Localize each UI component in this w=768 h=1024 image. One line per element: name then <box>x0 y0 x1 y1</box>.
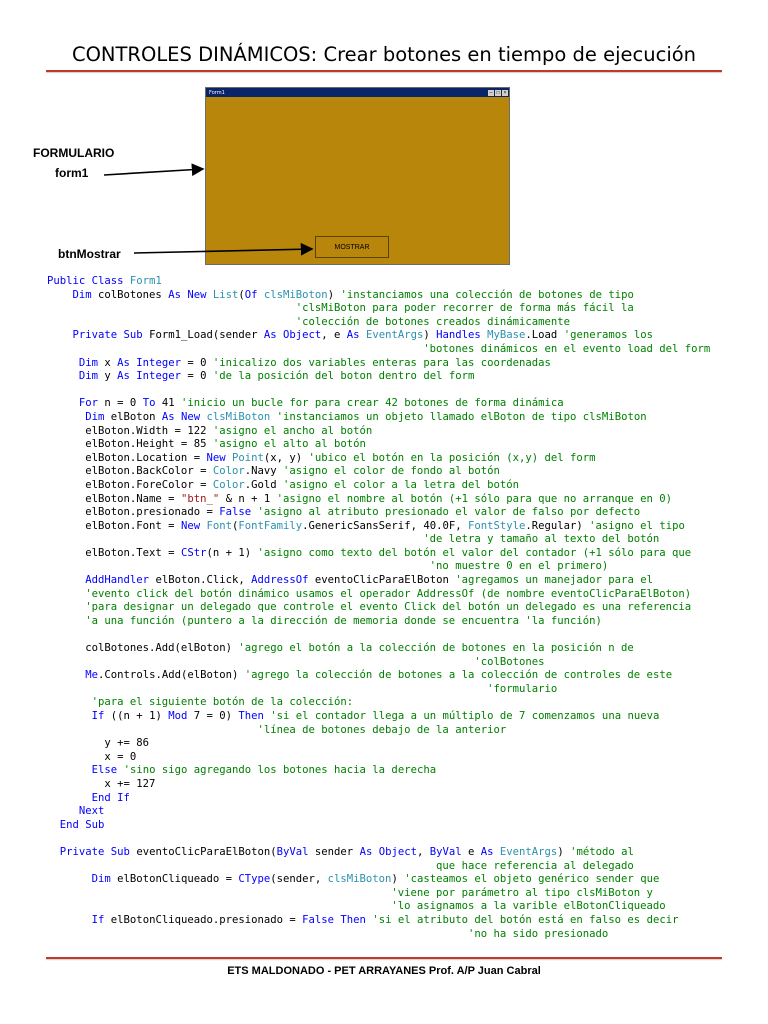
minimize-icon: – <box>489 89 493 96</box>
code-line <box>47 751 710 765</box>
code-token: Color <box>212 478 245 491</box>
code-token: 'asigno como texto del botón el valor del contador (+1 sólo para que <box>257 546 692 559</box>
code-token: To <box>142 397 156 410</box>
code-token: Me <box>85 669 99 682</box>
code-token: elBoton.presionado = <box>47 506 220 519</box>
code-token: Color <box>212 465 245 478</box>
code-token: For <box>78 397 99 410</box>
code-token: elBoton.ForeColor = <box>47 478 213 491</box>
arrow-to-button <box>134 249 312 253</box>
code-token: ( <box>231 519 239 532</box>
label-btn-mostrar: btnMostrar <box>58 247 121 261</box>
code-token: Public Class <box>47 275 130 287</box>
code-token: 'no ha sido presionado <box>47 927 609 940</box>
code-token: colBotones <box>91 288 169 301</box>
code-token: 'formulario <box>47 682 558 695</box>
code-line <box>47 411 710 425</box>
code-token: As Object <box>359 845 417 858</box>
code-line <box>47 900 710 914</box>
callout-arrows <box>0 0 768 300</box>
code-token: n = 0 <box>98 397 143 410</box>
code-line <box>47 669 710 683</box>
code-token: As <box>480 845 500 858</box>
code-token: AddHandler <box>85 574 150 587</box>
code-line <box>47 506 710 520</box>
code-token: Form1 <box>129 275 162 287</box>
code-token: elBoton.Click, <box>149 574 252 587</box>
code-token: Form1_Load(sender <box>149 329 264 342</box>
code-token: 'si el atributo del botón está en falso es decir <box>372 913 679 926</box>
code-token: 'evento click del botón dinámico usamos el operador AddressOf (de nombre eventoClicParaElBoton) <box>47 587 692 600</box>
code-token: Next <box>78 805 105 818</box>
mostrar-button: MOSTRAR <box>315 236 389 258</box>
code-line <box>47 656 710 670</box>
code-token: y += 86 <box>47 737 150 750</box>
code-token: CType <box>238 873 271 886</box>
code-token: elBoton.Text = <box>47 546 181 559</box>
code-token: eventoClicParaElBoton <box>308 574 456 587</box>
code-line <box>47 873 710 887</box>
code-token <box>47 574 85 586</box>
code-token <box>47 669 85 681</box>
code-token: 'asigno el ancho al botón <box>212 424 373 437</box>
code-line <box>47 710 710 724</box>
code-token <box>47 792 92 804</box>
code-token: Then <box>238 710 264 722</box>
code-token: = 0 <box>180 356 213 369</box>
code-token: As Integer <box>117 356 181 369</box>
code-token: ByVal <box>429 845 462 858</box>
code-token: "btn_" <box>180 492 220 505</box>
code-token: If <box>91 913 105 926</box>
code-token: 'si el contador llega a un múltiplo de 7 comenzamos una nueva <box>270 710 660 722</box>
code-token: 'instanciamos un objeto llamado elBoton de tipo clsMiBoton <box>276 410 647 423</box>
code-token: 'instanciamos una colección de botones de tipo <box>340 288 634 301</box>
code-line <box>47 275 710 289</box>
code-token: ) <box>557 845 571 858</box>
code-token: Handles <box>436 329 488 342</box>
code-line <box>47 316 710 330</box>
code-line <box>47 914 710 928</box>
code-token <box>47 914 92 926</box>
code-token: Private Sub <box>59 845 137 858</box>
code-token <box>47 397 79 409</box>
code-token: eventoClicParaElBoton( <box>136 845 277 858</box>
code-token: .GenericSansSerif, 40.0F, <box>302 519 468 532</box>
code-token: New <box>180 519 207 532</box>
maximize-icon: □ <box>496 89 500 96</box>
code-token: As Object <box>263 329 322 342</box>
code-line <box>47 860 710 874</box>
code-token: elBoton.BackColor = <box>47 465 213 478</box>
code-token: .Regular) <box>525 519 590 532</box>
code-line <box>47 805 710 819</box>
code-line <box>47 370 710 384</box>
code-token: 7 = 0) <box>187 710 239 722</box>
code-token <box>47 805 79 817</box>
code-token: End If <box>91 791 130 804</box>
code-token: FontFamily <box>238 519 303 532</box>
code-token: elBotonCliqueado = <box>110 873 239 886</box>
code-token: sender <box>308 845 360 858</box>
code-token: Of <box>244 288 264 301</box>
code-line <box>47 778 710 792</box>
code-token: 'colección de botones creados dinámicamente <box>47 315 570 328</box>
code-token: As Integer <box>117 370 181 383</box>
code-token: , <box>416 845 430 858</box>
code-token: clsMiBoton <box>263 288 328 301</box>
code-token: y <box>98 370 118 383</box>
code-token: elBoton <box>104 410 162 423</box>
code-token: CStr <box>180 546 207 559</box>
code-token: ) <box>391 873 405 886</box>
code-token: x <box>98 356 118 369</box>
code-line <box>47 588 710 602</box>
code-token: Dim <box>78 356 99 369</box>
code-token: ((n + 1) <box>104 710 169 722</box>
code-token: clsMiBoton <box>327 873 392 886</box>
code-line <box>47 737 710 751</box>
code-token: ) <box>423 329 437 342</box>
code-line <box>47 533 710 547</box>
code-token: 'lo asignamos a la varible elBotonCliqueado <box>47 900 666 913</box>
code-token: 'agrego la colección de botones a la colección de controles de este <box>244 669 673 682</box>
code-token: elBoton.Width = 122 <box>47 424 213 437</box>
code-line <box>47 329 710 343</box>
code-line <box>47 425 710 439</box>
code-token: (sender, <box>270 873 328 886</box>
page-title: CONTROLES DINÁMICOS: Crear botones en tiempo de ejecución <box>71 43 697 66</box>
code-token: clsMiBoton <box>206 410 271 423</box>
code-token: As <box>346 329 366 342</box>
footer-rule <box>46 957 722 959</box>
code-token: e <box>461 845 481 858</box>
code-token: ) <box>327 288 341 301</box>
code-token: MyBase <box>487 329 526 342</box>
code-token: 'inicio un bucle for para crear 42 botones de forma dinámica <box>180 397 564 410</box>
code-token: End Sub <box>59 818 105 831</box>
code-line <box>47 642 710 656</box>
code-token <box>47 357 79 369</box>
code-token: Font <box>206 519 232 532</box>
code-token: EventArgs <box>365 329 424 342</box>
code-token: elBoton.Height = 85 <box>47 438 213 451</box>
code-line <box>47 696 710 710</box>
code-token: 'de la posición del boton dentro del form <box>212 370 475 383</box>
code-token: 41 <box>155 397 181 410</box>
code-line <box>47 384 710 398</box>
code-token: 'generamos los <box>563 329 653 342</box>
code-token <box>47 370 79 382</box>
code-token: (x, y) <box>263 451 309 464</box>
code-token: Point <box>231 451 264 464</box>
code-token: If <box>91 710 105 722</box>
code-token: 'asigno el tipo <box>589 519 685 532</box>
code-token: 'asigno el color de fondo al botón <box>283 465 500 478</box>
arrow-to-form <box>104 169 203 175</box>
code-token <box>47 846 60 858</box>
code-token: ( <box>238 288 245 301</box>
code-token <box>47 329 73 341</box>
code-token: 'botones dinámicos en el evento load del form <box>47 342 711 355</box>
close-icon: × <box>503 89 507 96</box>
code-line <box>47 438 710 452</box>
code-token: False <box>219 506 252 519</box>
code-token: 'colBotones <box>47 655 545 668</box>
code-token: As New <box>161 410 207 423</box>
code-token: , e <box>321 329 347 342</box>
code-token: 'agrego el botón a la colección de botones en la posición n de <box>238 642 634 655</box>
code-line <box>47 302 710 316</box>
code-token: elBoton.Name = <box>47 492 181 505</box>
code-token: 'inicalizo dos variables enteras para las coordenadas <box>212 356 551 369</box>
code-token: (n + 1) <box>206 546 258 559</box>
code-token: Private Sub <box>72 329 150 342</box>
code-token: 'casteamos el objeto genérico sender que <box>404 873 660 886</box>
code-line <box>47 547 710 561</box>
code-token: 'ubico el botón en la posición (x,y) del form <box>308 451 596 464</box>
code-token: colBotones.Add(elBoton) <box>47 642 239 655</box>
code-line <box>47 357 710 371</box>
code-token: 'asigno al atributo presionado el valor de falso por defecto <box>257 506 641 519</box>
code-token: 'asigno el nombre al botón (+1 sólo para que no arranque en 0) <box>276 492 673 505</box>
code-token: .Controls.Add(elBoton) <box>98 669 245 682</box>
label-form1: form1 <box>55 166 89 180</box>
code-token: = 0 <box>180 370 213 383</box>
code-token: FontStyle <box>467 519 526 532</box>
code-token <box>47 764 92 776</box>
code-token: As New <box>168 288 213 301</box>
code-token <box>47 873 92 885</box>
code-token: x += 127 <box>47 777 156 790</box>
code-token: Mod <box>168 710 188 722</box>
code-token: 'asigno el alto al botón <box>212 438 366 451</box>
code-token: 'método al <box>570 845 634 858</box>
code-token <box>47 289 73 301</box>
form-window-title: Form1 <box>209 89 225 96</box>
code-token <box>47 411 85 423</box>
code-token: 'de letra y tamaño al texto del botón <box>47 533 660 546</box>
code-token: ByVal <box>276 845 309 858</box>
code-line <box>47 628 710 642</box>
code-line <box>47 343 710 357</box>
code-line <box>47 764 710 778</box>
code-token: New <box>206 451 232 464</box>
code-token: que hace referencia al delegado <box>47 859 634 872</box>
code-line <box>47 683 710 697</box>
code-token: 'para el siguiente botón de la colección: <box>47 696 354 709</box>
code-token: .Load <box>525 329 564 342</box>
code-line <box>47 397 710 411</box>
code-line <box>47 520 710 534</box>
code-token: .Navy <box>244 465 283 478</box>
code-token: List <box>212 288 239 301</box>
code-token: False Then <box>302 913 366 926</box>
code-line <box>47 819 710 833</box>
code-token: 'no muestre 0 en el primero) <box>47 560 609 573</box>
code-token: elBoton.Font = <box>47 519 181 532</box>
label-formulario: FORMULARIO <box>33 146 115 160</box>
code-token: elBotonCliqueado.presionado = <box>104 913 303 926</box>
code-line <box>47 574 710 588</box>
code-token: & n + 1 <box>219 492 277 505</box>
code-token: 'para designar un delegado que controle el evento Click del botón un delegado es una referencia <box>47 601 692 614</box>
code-token: AddressOf <box>251 574 309 587</box>
code-token: Dim <box>78 370 99 383</box>
page-footer: ETS MALDONADO - PET ARRAYANES Prof. A/P Juan Cabral <box>227 965 541 977</box>
code-token: Dim <box>72 288 92 301</box>
code-token: EventArgs <box>499 845 558 858</box>
code-line <box>47 928 710 942</box>
code-listing <box>47 275 710 941</box>
code-line <box>47 601 710 615</box>
code-line <box>47 792 710 806</box>
code-token: Dim <box>85 410 105 423</box>
code-token <box>47 710 92 722</box>
code-token: x = 0 <box>47 750 137 763</box>
code-token: Else <box>91 764 118 777</box>
code-line <box>47 465 710 479</box>
code-token: 'a una función (puntero a la dirección de memoria donde se encuentra 'la función) <box>47 614 602 627</box>
code-line <box>47 479 710 493</box>
code-line <box>47 452 710 466</box>
code-line <box>47 289 710 303</box>
code-token <box>47 819 60 831</box>
code-token: 'línea de botones debajo de la anterior <box>47 723 507 736</box>
code-line <box>47 832 710 846</box>
code-line <box>47 724 710 738</box>
code-token: 'clsMiBoton para poder recorrer de forma más fácil la <box>47 302 634 315</box>
code-token: .Gold <box>244 478 283 491</box>
code-line <box>47 887 710 901</box>
code-token: Dim <box>91 873 111 886</box>
code-token: elBoton.Location = <box>47 451 207 464</box>
code-token: 'viene por parámetro al tipo clsMiBoton y <box>47 886 653 899</box>
code-line <box>47 560 710 574</box>
code-token: 'asigno el color a la letra del botón <box>283 478 519 491</box>
code-line <box>47 846 710 860</box>
code-line <box>47 615 710 629</box>
code-line <box>47 493 710 507</box>
code-token: 'sino sigo agregando los botones hacia la derecha <box>123 764 437 777</box>
code-token: 'agregamos un manejador para el <box>455 574 653 587</box>
